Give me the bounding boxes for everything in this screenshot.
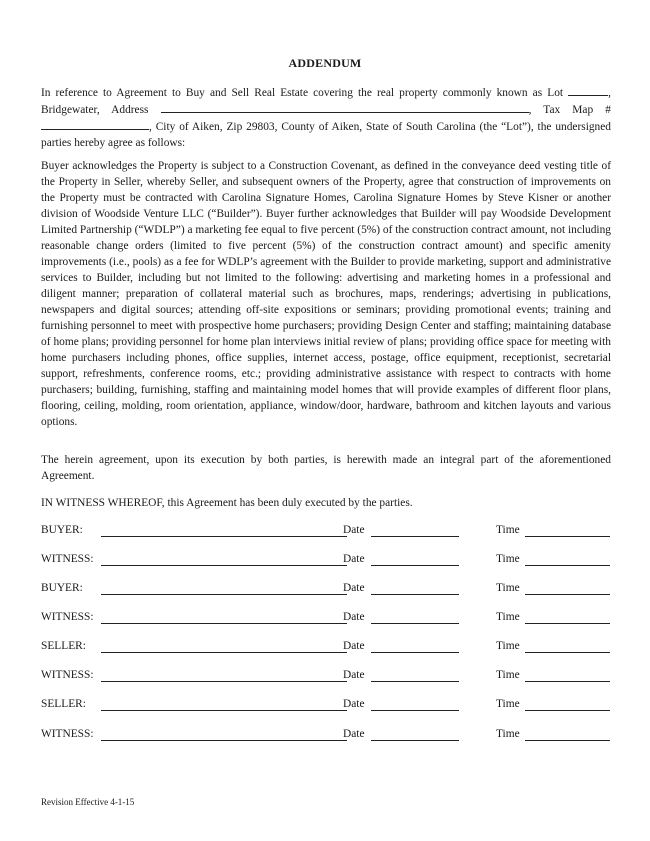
time-label: Time	[496, 698, 520, 710]
time-line[interactable]	[525, 536, 610, 537]
integration-paragraph: The herein agreement, upon its execution by both parties, is herewith made an integral part of the aforementioned Agreement.	[41, 454, 611, 482]
witness-statement: IN WITNESS WHEREOF, this Agreement has been duly executed by the parties.	[41, 497, 413, 509]
date-label: Date	[343, 669, 365, 681]
revision-footer: Revision Effective 4-1-15	[41, 797, 135, 807]
intro-text-4: , City of Aiken, Zip 29803, County of Aiken, State of South Carolina (the “Lot”), the undersigned parties hereby agree as follows:	[41, 121, 611, 149]
time-line[interactable]	[525, 710, 610, 711]
date-label: Date	[343, 698, 365, 710]
date-line[interactable]	[371, 681, 459, 682]
intro-text-3: , Tax Map #	[528, 104, 611, 116]
signature-line[interactable]	[101, 536, 347, 537]
time-line[interactable]	[525, 594, 610, 595]
date-line[interactable]	[371, 740, 459, 741]
date-line[interactable]	[371, 623, 459, 624]
time-label: Time	[496, 582, 520, 594]
signature-line[interactable]	[101, 681, 347, 682]
signature-line[interactable]	[101, 565, 347, 566]
signature-row	[41, 728, 616, 746]
signature-line[interactable]	[101, 710, 347, 711]
time-label: Time	[496, 669, 520, 681]
date-line[interactable]	[371, 710, 459, 711]
signature-label: BUYER:	[41, 582, 83, 594]
time-line[interactable]	[525, 681, 610, 682]
time-label: Time	[496, 728, 520, 740]
signature-row	[41, 553, 616, 571]
time-line[interactable]	[525, 623, 610, 624]
date-line[interactable]	[371, 594, 459, 595]
time-label: Time	[496, 553, 520, 565]
signature-line[interactable]	[101, 623, 347, 624]
signature-row	[41, 582, 616, 600]
signature-label: WITNESS:	[41, 728, 94, 740]
signature-label: WITNESS:	[41, 553, 94, 565]
signature-row	[41, 669, 616, 687]
time-label: Time	[496, 524, 520, 536]
date-label: Date	[343, 611, 365, 623]
signature-row	[41, 524, 616, 542]
date-line[interactable]	[371, 536, 459, 537]
signature-label: WITNESS:	[41, 669, 94, 681]
signature-row	[41, 640, 616, 658]
date-label: Date	[343, 640, 365, 652]
signature-row	[41, 611, 616, 629]
signature-line[interactable]	[101, 594, 347, 595]
signature-label: SELLER:	[41, 698, 86, 710]
date-label: Date	[343, 728, 365, 740]
time-line[interactable]	[525, 565, 610, 566]
signature-label: BUYER:	[41, 524, 83, 536]
signature-label: SELLER:	[41, 640, 86, 652]
tax-map-field[interactable]	[41, 118, 149, 130]
address-field[interactable]	[161, 101, 529, 113]
intro-text-1: In reference to Agreement to Buy and Sell Real Estate covering the real property commonly known as Lot	[41, 87, 564, 99]
time-line[interactable]	[525, 740, 610, 741]
signature-line[interactable]	[101, 740, 347, 741]
document-title: ADDENDUM	[288, 56, 362, 70]
date-label: Date	[343, 553, 365, 565]
signature-line[interactable]	[101, 652, 347, 653]
signature-row	[41, 698, 616, 716]
time-label: Time	[496, 640, 520, 652]
date-line[interactable]	[371, 652, 459, 653]
signature-label: WITNESS:	[41, 611, 94, 623]
intro-paragraph	[41, 84, 611, 151]
lot-number-field[interactable]	[568, 84, 608, 96]
date-line[interactable]	[371, 565, 459, 566]
time-label: Time	[496, 611, 520, 623]
date-label: Date	[343, 524, 365, 536]
intro-text-2: , Bridgewater, Address	[41, 87, 611, 116]
time-line[interactable]	[525, 652, 610, 653]
covenant-paragraph: Buyer acknowledges the Property is subject to a Construction Covenant, as defined in the conveyance deed vesting title of the Property in Seller, whereby Seller, and subsequent owners of the Property, agree that construction of improvements on the Property must be contracted with Carolina Signature Homes, Carolina Signature Homes by Steve Kisner or another division of Woodside Venture LLC (“Builder”). Buyer further acknowledges that Builder will pay Woodside Development Limited Partnership (“WDLP”) a marketing fee equal to five percent (5%) of the construction contract amount, not including reasonable change orders (limited to five percent (5%) of the construction contract amount) and specific amenity improvements (i.e., pools) as a fee for WDLP’s agreement with the Builder to provide marketing, support and administrative services to Builder, including but not limited to the following: advertising and marketing homes in a professional and diligent manner; preparation of collateral material such as brochures, maps, renderings; advertising in publications, newspapers and digital sources; attending off-site expositions or seminars; providing promotional events; training and furnishing personnel to meet with prospective home purchasers; providing Design Center and staffing; maintaining database of home plans; providing personnel for home plan interviews initial review of plans; providing office space for meeting with home purchasers including phones, office supplies, internet access, postage, office equipment, receptionist, secretarial support, refreshments, conference rooms, etc.; providing administrative assistance with respect to contracts with home purchasers; building, furnishing, staffing and maintaining model homes that will provide examples of different floor plans, flooring, ceiling, molding, room orientation, appliance, window/door, hardware, bathroom and kitchen layouts and various options.	[41, 160, 611, 428]
date-label: Date	[343, 582, 365, 594]
